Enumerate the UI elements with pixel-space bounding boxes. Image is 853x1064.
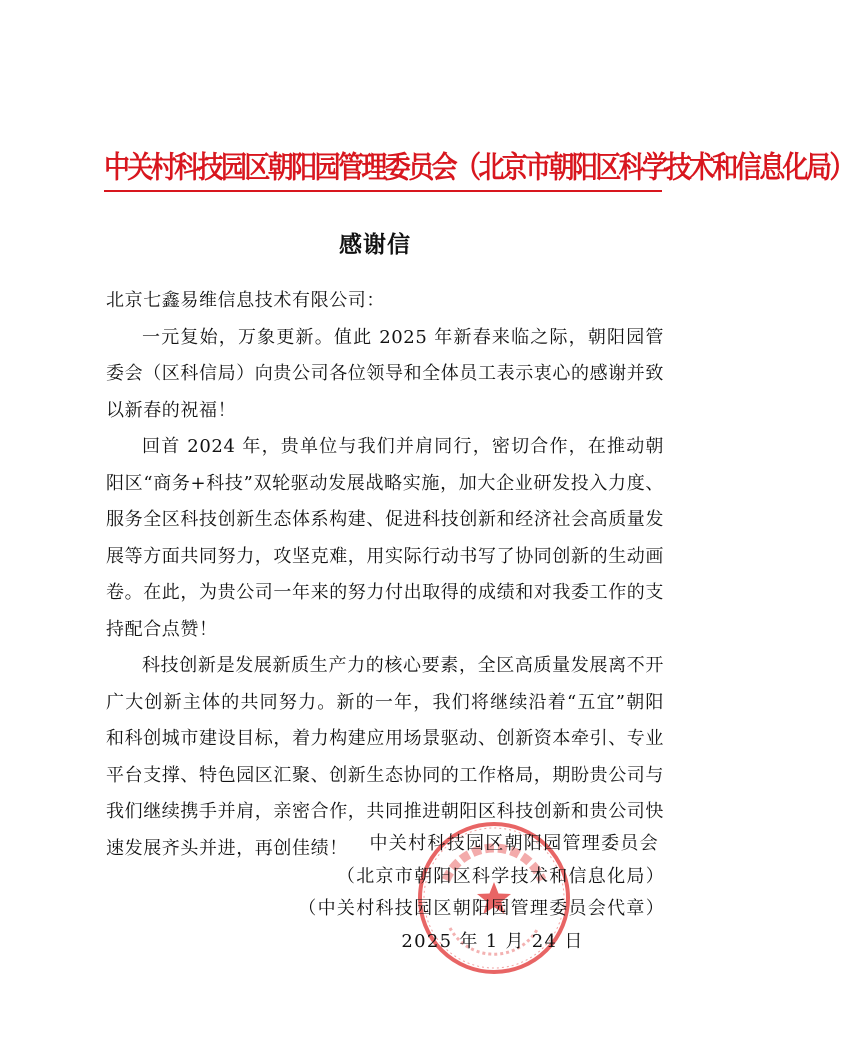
letterhead-title: 中关村科技园区朝阳园管理委员会（北京市朝阳区科学技术和信息化局） (104, 151, 853, 186)
letter-body (106, 283, 664, 867)
paragraph-review-2024: 回首 2024 年，贵单位与我们并肩同行，密切合作，在推动朝阳区“商务+科技”双轮驱动发展战略实施，加大企业研发投入力度、服务全区科技创新生态体系构建、促进科技创新和经济社会高质量发展等方面共同努力，攻坚克难，用实际行动书写了协同创新的生动画卷。在此，为贵公司一年来的努力付出取得的成绩和对我委工作的支持配合点赞！ (106, 436, 664, 640)
signature-block (280, 828, 665, 958)
paragraph-outlook: 科技创新是发展新质生产力的核心要素，全区高质量发展离不开广大创新主体的共同努力。新的一年，我们将继续沿着“五宜”朝阳和科创城市建设目标，着力构建应用场景驱动、创新资本牵引、专业平台支撑、特色园区汇聚、创新生态协同的工作格局，期盼贵公司与我们继续携手并肩，亲密合作，共同推进朝阳区科技创新和贵公司快速发展齐头并进，再创佳绩！ (106, 655, 664, 859)
salutation: 北京七鑫易维信息技术有限公司： (106, 290, 385, 311)
document-title: 感谢信 (339, 232, 411, 258)
signature-bureau: （北京市朝阳区科学技术和信息化局） (336, 865, 665, 887)
signature-org: 中关村科技园区朝阳园管理委员会 (369, 833, 659, 854)
letterhead-red-rule (104, 190, 662, 192)
signature-date: 2025 年 1 月 24 日 (401, 930, 584, 952)
signature-seal-note: （中关村科技园区朝阳园管理委员会代章） (298, 898, 665, 919)
paragraph-new-year: 一元复始，万象更新。值此 2025 年新春来临之际，朝阳园管委会（区科信局）向贵公司各位领导和全体员工表示衷心的感谢并致以新春的祝福！ (106, 326, 664, 421)
